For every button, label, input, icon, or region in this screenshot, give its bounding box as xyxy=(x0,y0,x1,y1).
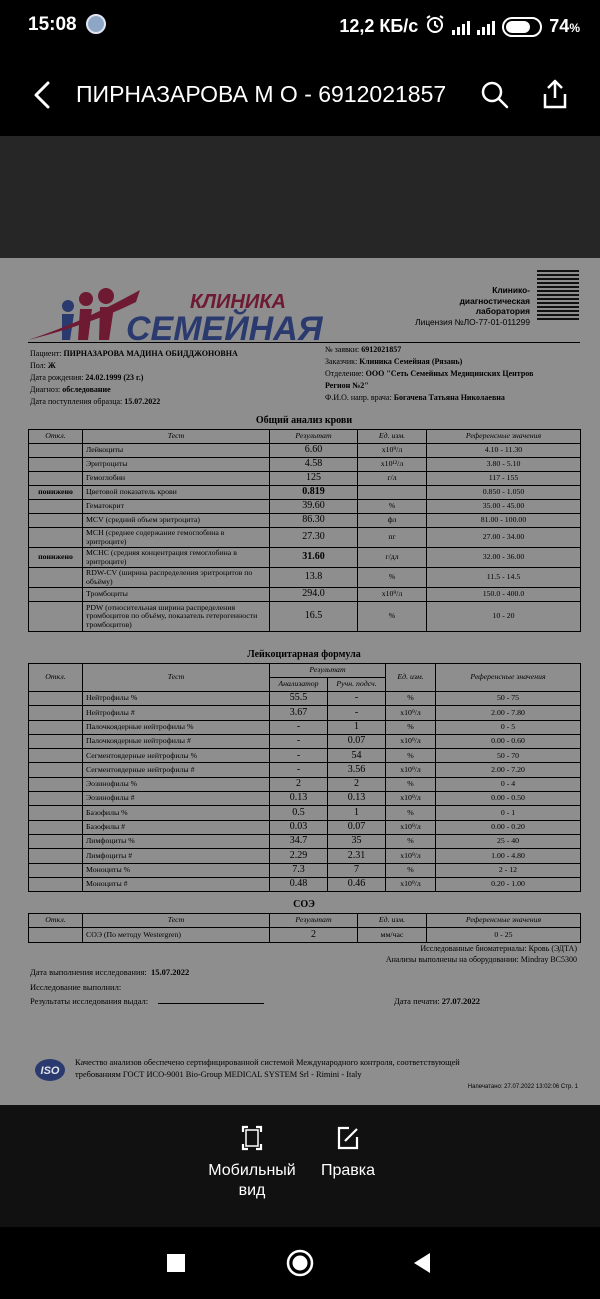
ref-cell: 150.0 - 400.0 xyxy=(427,588,581,602)
ref-cell: 10 - 20 xyxy=(427,602,581,632)
analyzer-cell: 3.67 xyxy=(270,706,328,720)
ref-cell: 0.00 - 0.60 xyxy=(436,734,581,748)
result-cell: 4.58 xyxy=(270,458,358,472)
iso-logo-icon xyxy=(34,1058,66,1082)
result-cell: 0.819 xyxy=(270,486,358,500)
table-row xyxy=(29,877,581,891)
ref-cell: 4.10 - 11.30 xyxy=(427,444,581,458)
svg-text:КЛИНИКА: КЛИНИКА xyxy=(190,291,286,313)
flag-cell xyxy=(29,849,83,863)
manual-cell: - xyxy=(328,692,386,706)
table-row xyxy=(29,486,581,500)
unit-cell: x10⁹/л xyxy=(386,792,436,806)
analyzer-cell: 0.48 xyxy=(270,877,328,891)
flag-cell: понижено xyxy=(29,486,83,500)
test-cell: Палочкоядерные нейтрофилы # xyxy=(83,734,270,748)
table-row xyxy=(29,928,581,943)
edit-button[interactable] xyxy=(312,1125,384,1181)
recents-button-icon[interactable] xyxy=(166,1249,186,1277)
logo-figures-icon xyxy=(28,288,140,340)
result-cell: 294.0 xyxy=(270,588,358,602)
mobile-view-label-2: вид xyxy=(238,1182,266,1199)
table-row xyxy=(29,472,581,486)
mobile-view-icon xyxy=(241,1125,263,1151)
unit-cell: x10⁹/л xyxy=(386,706,436,720)
cbc-title: Общий анализ крови xyxy=(255,415,353,426)
wbc-title: Лейкоцитарная формула xyxy=(247,649,361,660)
table-row xyxy=(29,749,581,763)
table-row xyxy=(29,692,581,706)
battery-icon xyxy=(502,17,542,37)
manual-cell: 2 xyxy=(328,777,386,791)
flag-cell xyxy=(29,458,83,472)
bottom-action-bar xyxy=(0,1105,600,1227)
status-bar xyxy=(0,0,600,52)
unit-cell: % xyxy=(386,834,436,848)
manual-cell: 0.46 xyxy=(328,877,386,891)
mobile-view-label-1: Мобильный xyxy=(208,1162,296,1179)
col-analyzer: Анализатор xyxy=(270,678,328,692)
wbc-table xyxy=(28,663,581,892)
ref-cell: 11.5 - 14.5 xyxy=(427,568,581,588)
flag-cell xyxy=(29,588,83,602)
col-ref: Референсные значения xyxy=(436,664,581,692)
ref-cell: 0 - 5 xyxy=(436,720,581,734)
test-cell: Эритроциты xyxy=(83,458,270,472)
flag-cell xyxy=(29,528,83,548)
table-row xyxy=(29,602,581,632)
ref-cell: 32.00 - 36.00 xyxy=(427,548,581,568)
ref-cell: 27.00 - 34.00 xyxy=(427,528,581,548)
test-cell: Палочкоядерные нейтрофилы % xyxy=(83,720,270,734)
unit-cell: x10⁹/л xyxy=(386,820,436,834)
flag-cell xyxy=(29,568,83,588)
table-row xyxy=(29,820,581,834)
unit-cell: фл xyxy=(358,514,427,528)
back-icon[interactable] xyxy=(30,80,56,110)
table-row xyxy=(29,514,581,528)
unit-cell: x10⁹/л xyxy=(386,763,436,777)
ref-cell: 0 - 4 xyxy=(436,777,581,791)
unit-cell: x10⁹/л xyxy=(358,588,427,602)
table-row xyxy=(29,792,581,806)
col-flag: Откл. xyxy=(29,430,83,444)
col-test: Тест xyxy=(83,430,270,444)
network-speed: 12,2 КБ/с xyxy=(339,16,419,36)
unit-cell: % xyxy=(386,692,436,706)
flag-cell: понижено xyxy=(29,548,83,568)
analyzer-cell: 0.13 xyxy=(270,792,328,806)
test-cell: Тромбоциты xyxy=(83,588,270,602)
flag-cell xyxy=(29,602,83,632)
clinic-logo xyxy=(28,282,388,346)
ref-cell: 35.00 - 45.00 xyxy=(427,500,581,514)
result-cell: 27.30 xyxy=(270,528,358,548)
search-icon[interactable] xyxy=(480,80,510,110)
printed-timestamp: Напечатано: 27.07.2022 13:02:06 Стр. 1 xyxy=(467,1084,578,1090)
col-flag: Откл. xyxy=(29,664,83,692)
ref-cell: 3.80 - 5.10 xyxy=(427,458,581,472)
test-cell: Моноциты % xyxy=(83,863,270,877)
result-cell: 13.8 xyxy=(270,568,358,588)
table-row xyxy=(29,444,581,458)
analyzer-cell: - xyxy=(270,749,328,763)
col-flag: Откл. xyxy=(29,914,83,928)
flag-cell xyxy=(29,692,83,706)
flag-cell xyxy=(29,777,83,791)
unit-cell: x10⁹/л xyxy=(358,444,427,458)
result-cell: 16.5 xyxy=(270,602,358,632)
test-cell: Сегментоядерные нейтрофилы # xyxy=(83,763,270,777)
divider xyxy=(28,342,580,343)
ref-cell: 0.850 - 1.050 xyxy=(427,486,581,500)
test-cell: Лейкоциты xyxy=(83,444,270,458)
flag-cell xyxy=(29,877,83,891)
flag-cell xyxy=(29,444,83,458)
result-cell: 39.60 xyxy=(270,500,358,514)
table-row xyxy=(29,720,581,734)
unit-cell: % xyxy=(386,806,436,820)
table-row xyxy=(29,806,581,820)
unit-cell: % xyxy=(386,720,436,734)
manual-cell: - xyxy=(328,706,386,720)
ref-cell: 81.00 - 100.00 xyxy=(427,514,581,528)
test-cell: RDW-CV (ширина распределения эритроцитов по объёму) xyxy=(83,568,270,588)
unit-cell: % xyxy=(386,863,436,877)
col-ref: Референсные значения xyxy=(427,914,581,928)
test-cell: PDW (относительная ширина распределения тромбоцитов по объёму, показатель гетерогенности тромбоцитов) xyxy=(83,602,270,632)
lab-report-page xyxy=(0,258,600,1105)
lab-info: Клинико- диагностическая лаборатория Лицензия №ЛО-77-01-011299 xyxy=(400,285,530,327)
quality-note-2: требованиям ГОСТ ИСО-9001 Bio-Group MEDICAL SYSTEM Srl - Rimini - Italy xyxy=(75,1070,362,1079)
col-unit: Ед. изм. xyxy=(386,664,436,692)
equipment-note: Анализы выполнены на оборудовании: Mindray BC5300 xyxy=(385,955,577,964)
test-cell: Моноциты # xyxy=(83,877,270,891)
col-unit: Ед. изм. xyxy=(358,914,427,928)
alarm-icon xyxy=(425,14,445,39)
ref-cell: 2 - 12 xyxy=(436,863,581,877)
table-row xyxy=(29,458,581,472)
analyzer-cell: 7.3 xyxy=(270,863,328,877)
table-row xyxy=(29,568,581,588)
unit-cell: % xyxy=(358,500,427,514)
col-result: Результат xyxy=(270,430,358,444)
status-time: 15:08 xyxy=(28,14,77,35)
manual-cell: 2.31 xyxy=(328,849,386,863)
test-cell: Эозинофилы # xyxy=(83,792,270,806)
table-row xyxy=(29,528,581,548)
result-cell: 6.60 xyxy=(270,444,358,458)
analyzer-cell: 34.7 xyxy=(270,834,328,848)
ref-cell: 50 - 75 xyxy=(436,692,581,706)
print-date: Дата печати: 27.07.2022 xyxy=(394,996,481,1006)
svg-text:СЕМЕЙНАЯ: СЕМЕЙНАЯ xyxy=(126,310,323,346)
table-row xyxy=(29,863,581,877)
analyzer-cell: 55.5 xyxy=(270,692,328,706)
share-icon[interactable] xyxy=(540,78,570,110)
edit-label: Правка xyxy=(320,1162,376,1179)
unit-cell: x10¹²/л xyxy=(358,458,427,472)
flag-cell xyxy=(29,500,83,514)
col-manual: Ручн. подсч. xyxy=(328,678,386,692)
manual-cell: 7 xyxy=(328,863,386,877)
manual-cell: 0.13 xyxy=(328,792,386,806)
test-cell: MCHC (средняя концентрация гемоглобина в эритроците) xyxy=(83,548,270,568)
manual-cell: 54 xyxy=(328,749,386,763)
col-ref: Референсные значения xyxy=(427,430,581,444)
manual-cell: 1 xyxy=(328,806,386,820)
test-cell: Эозинофилы % xyxy=(83,777,270,791)
flag-cell xyxy=(29,834,83,848)
flag-cell xyxy=(29,749,83,763)
quality-note-1: Качество анализов обеспечено сертифицированной системой Международного контроля, соответствующей xyxy=(75,1058,460,1067)
table-row xyxy=(29,834,581,848)
col-unit: Ед. изм. xyxy=(358,430,427,444)
barcode xyxy=(537,270,579,322)
test-cell: Гемоглобин xyxy=(83,472,270,486)
result-cell: 2 xyxy=(270,928,358,943)
ref-cell: 2.00 - 7.20 xyxy=(436,763,581,777)
ref-cell: 1.00 - 4.80 xyxy=(436,849,581,863)
ref-cell: 0 - 25 xyxy=(427,928,581,943)
flag-cell xyxy=(29,806,83,820)
ref-cell: 50 - 70 xyxy=(436,749,581,763)
analyzer-cell: - xyxy=(270,734,328,748)
unit-cell: г/дл xyxy=(358,548,427,568)
flag-cell xyxy=(29,763,83,777)
patient-info: Пациент: ПИРНАЗАРОВА МАДИНА ОБИДДЖОНОВНА Пол: Ж Дата рождения: 24.02.1999 (23 г.) Диагноз: обследование Дата поступления образца: 15.07.2022 xyxy=(30,349,238,406)
signal-icon xyxy=(452,19,470,35)
unit-cell: % xyxy=(386,749,436,763)
flag-cell xyxy=(29,720,83,734)
esr-title: СОЭ xyxy=(293,899,315,910)
mobile-view-button[interactable] xyxy=(200,1125,304,1201)
test-cell: Базофилы % xyxy=(83,806,270,820)
ref-cell: 0.00 - 0.50 xyxy=(436,792,581,806)
unit-cell: % xyxy=(358,568,427,588)
test-cell: MCH (среднее содержание гемоглобина в эритроците) xyxy=(83,528,270,548)
flag-cell xyxy=(29,734,83,748)
result-cell: 86.30 xyxy=(270,514,358,528)
test-cell: Нейтрофилы # xyxy=(83,706,270,720)
ref-cell: 0.20 - 1.00 xyxy=(436,877,581,891)
flag-cell xyxy=(29,928,83,943)
battery-percent: 74% xyxy=(549,16,580,36)
table-row xyxy=(29,849,581,863)
license: Лицензия №ЛО-77-01-011299 xyxy=(415,316,530,327)
unit-cell: % xyxy=(386,777,436,791)
col-test: Тест xyxy=(83,664,270,692)
ref-cell: 0.00 - 0.20 xyxy=(436,820,581,834)
test-cell: Лимфоциты % xyxy=(83,834,270,848)
test-cell: MCV (средний объем эритроцита) xyxy=(83,514,270,528)
flag-cell xyxy=(29,792,83,806)
result-cell: 125 xyxy=(270,472,358,486)
analyzer-cell: 0.5 xyxy=(270,806,328,820)
manual-cell: 3.56 xyxy=(328,763,386,777)
test-cell: Нейтрофилы % xyxy=(83,692,270,706)
col-result: Результат xyxy=(270,664,386,678)
manual-cell: 1 xyxy=(328,720,386,734)
unit-cell: мм/час xyxy=(358,928,427,943)
result-cell: 31.60 xyxy=(270,548,358,568)
unit-cell: пг xyxy=(358,528,427,548)
unit-cell: x10⁹/л xyxy=(386,877,436,891)
app-notification-icon xyxy=(86,14,106,34)
table-row xyxy=(29,500,581,514)
issued-by: Результаты исследования выдал: xyxy=(30,996,264,1006)
flag-cell xyxy=(29,514,83,528)
table-row xyxy=(29,706,581,720)
flag-cell xyxy=(29,863,83,877)
table-row xyxy=(29,777,581,791)
done-date: Дата выполнения исследования: 15.07.2022 xyxy=(30,967,190,977)
order-info: № заявки: 6912021857 Заказчик: Клиника Семейная (Рязань) Отделение: ООО "Сеть Семейных Медицинских Центров Регион №2" Ф.И.О. напр. врача: Богачева Татьяна Николаевна xyxy=(325,345,534,402)
col-result: Результат xyxy=(270,914,358,928)
manual-cell: 0.07 xyxy=(328,820,386,834)
table-row xyxy=(29,763,581,777)
test-cell: Цветовой показатель крови xyxy=(83,486,270,500)
edit-icon xyxy=(336,1125,360,1151)
manual-cell: 35 xyxy=(328,834,386,848)
system-nav-bar xyxy=(0,1227,600,1299)
esr-table xyxy=(28,913,581,943)
back-button-icon[interactable] xyxy=(412,1249,432,1277)
unit-cell: x10⁹/л xyxy=(386,849,436,863)
home-button-icon[interactable] xyxy=(286,1249,314,1277)
performed-by: Исследование выполнил: xyxy=(30,982,122,992)
document-title: ПИРНАЗАРОВА М О - 6912021857 xyxy=(76,81,447,107)
table-row xyxy=(29,548,581,568)
cbc-table xyxy=(28,429,581,632)
analyzer-cell: 2.29 xyxy=(270,849,328,863)
unit-cell xyxy=(358,486,427,500)
unit-cell: % xyxy=(358,602,427,632)
ref-cell: 2.00 - 7.80 xyxy=(436,706,581,720)
analyzer-cell: - xyxy=(270,720,328,734)
unit-cell: г/л xyxy=(358,472,427,486)
flag-cell xyxy=(29,472,83,486)
flag-cell xyxy=(29,706,83,720)
test-cell: СОЭ (По методу Westergren) xyxy=(83,928,270,943)
test-cell: Лимфоциты # xyxy=(83,849,270,863)
table-row xyxy=(29,588,581,602)
table-row xyxy=(29,734,581,748)
manual-cell: 0.07 xyxy=(328,734,386,748)
analyzer-cell: 0.03 xyxy=(270,820,328,834)
ref-cell: 25 - 40 xyxy=(436,834,581,848)
signal-icon-2 xyxy=(477,19,495,35)
unit-cell: x10⁹/л xyxy=(386,734,436,748)
ref-cell: 117 - 155 xyxy=(427,472,581,486)
test-cell: Сегментоядерные нейтрофилы % xyxy=(83,749,270,763)
test-cell: Базофилы # xyxy=(83,820,270,834)
analyzer-cell: 2 xyxy=(270,777,328,791)
biomaterial-note: Исследованные биоматериалы: Кровь (ЭДТА) xyxy=(420,944,577,953)
flag-cell xyxy=(29,820,83,834)
analyzer-cell: - xyxy=(270,763,328,777)
app-bar xyxy=(0,52,600,136)
col-test: Тест xyxy=(83,914,270,928)
test-cell: Гематокрит xyxy=(83,500,270,514)
svg-text:ISO: ISO xyxy=(40,1065,60,1077)
ref-cell: 0 - 1 xyxy=(436,806,581,820)
